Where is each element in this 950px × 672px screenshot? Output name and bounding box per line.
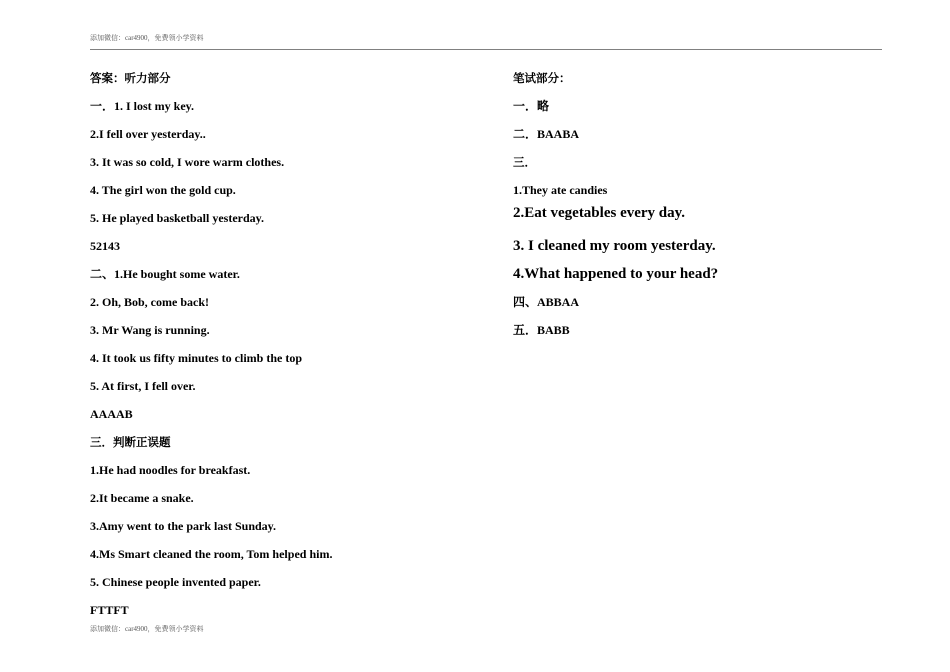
part3-item-1: 1.They ate candies [513, 183, 608, 197]
section2-item-5: 5. At first, I fell over. [90, 379, 196, 393]
listening-answers-column [90, 64, 490, 624]
section1-item-3: 3. It was so cold, I wore warm clothes. [90, 155, 285, 169]
section3-item-4: 4.Ms Smart cleaned the room, Tom helped him. [90, 547, 333, 561]
section3-answer: FTTFT [90, 603, 129, 617]
section1-item-1: 一．1. I lost my key. [90, 99, 195, 113]
section3-item-1: 1.He had noodles for breakfast. [90, 463, 251, 477]
section2-item-4: 4. It took us fifty minutes to climb the top [90, 351, 302, 365]
header-rule [90, 49, 882, 50]
written-heading: 笔试部分： [513, 71, 571, 85]
section3-title: 三．判断正误题 [90, 435, 171, 449]
section2-item-1: 二、1.He bought some water. [90, 267, 240, 281]
listening-heading: 答案：听力部分 [90, 71, 171, 85]
section1-item-2: 2.I fell over yesterday.. [90, 127, 206, 141]
section1-answer: 52143 [90, 239, 120, 253]
part1-answer: 一．略 [513, 99, 550, 113]
part3-item-2: 2.Eat vegetables every day. [513, 205, 686, 221]
part4-answer: 四、ABBAA [513, 295, 580, 309]
part2-answer: 二．BAABA [513, 127, 580, 141]
header-note: 添加微信：car4900，免费领小学资料 [90, 34, 204, 42]
part3-item-4: 4.What happened to your head? [513, 266, 719, 282]
part3-label: 三． [513, 155, 536, 169]
section1-item-4: 4. The girl won the gold cup. [90, 183, 236, 197]
section1-item-5: 5. He played basketball yesterday. [90, 211, 265, 225]
section2-item-3: 3. Mr Wang is running. [90, 323, 210, 337]
footer-note: 添加微信：car4900，免费领小学资料 [90, 625, 204, 633]
part3-item-3: 3. I cleaned my room yesterday. [513, 238, 716, 254]
section2-item-2: 2. Oh, Bob, come back! [90, 295, 210, 309]
section3-item-3: 3.Amy went to the park last Sunday. [90, 519, 277, 533]
written-answers-column [513, 64, 893, 344]
section3-item-5: 5. Chinese people invented paper. [90, 575, 261, 589]
part5-answer: 五．BABB [513, 323, 570, 337]
section2-answer: AAAAB [90, 407, 133, 421]
section3-item-2: 2.It became a snake. [90, 491, 194, 505]
